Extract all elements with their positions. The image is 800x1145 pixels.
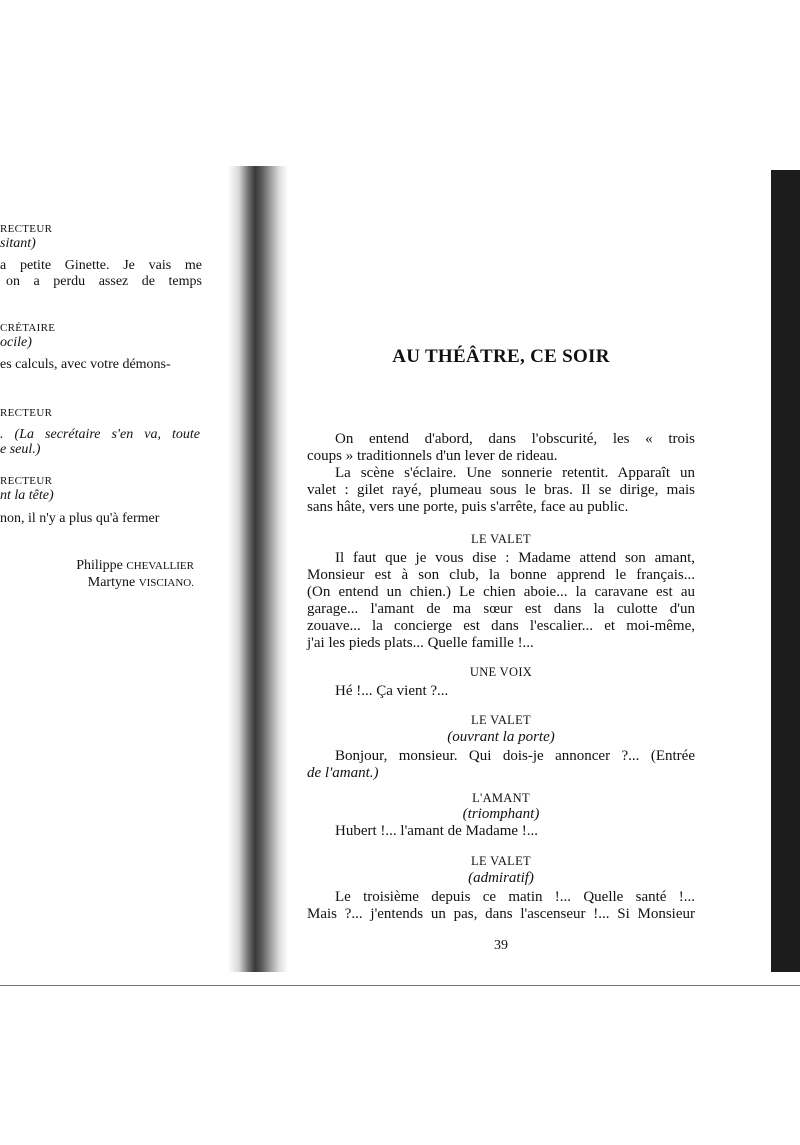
intro-line: La scène s'éclaire. Une sonnerie retentit. Apparaît un [335, 465, 695, 481]
signature-2 [88, 575, 194, 591]
dialogue-line: . (La secrétaire s'en va, toute [0, 427, 200, 442]
left-page [0, 0, 230, 1000]
stage-direction: (admiratif) [468, 870, 534, 886]
speech-line: Hubert !... l'amant de Madame !... [335, 823, 539, 839]
speaker-valet: LE VALET [471, 854, 531, 868]
speaker-voix: UNE VOIX [469, 665, 533, 679]
speech-line: Le troisième depuis ce matin !... Quelle santé !... [335, 889, 695, 905]
page-edge-shadow [771, 170, 800, 972]
scan-bottom-edge [0, 985, 800, 986]
speaker-directeur-1: RECTEUR [0, 223, 53, 235]
speech-line: de l'amant.) [307, 765, 379, 781]
signature-first-name: Martyne [87, 575, 136, 590]
intro-line: valet : gilet rayé, plumeau sous le bras. Il se dirige, mais [307, 482, 695, 498]
speech-line: j'ai les pieds plats... Quelle famille !... [307, 635, 534, 651]
speaker-amant: L'AMANT [472, 791, 530, 805]
page-title: AU THÉÂTRE, CE SOIR [392, 346, 610, 367]
dialogue-line: non, il n'y a plus qu'à fermer [0, 511, 160, 526]
stage-direction: (ouvrant la porte) [447, 729, 555, 745]
signature-first-name: Philippe [76, 558, 123, 573]
speaker-directeur-2: RECTEUR [0, 407, 53, 419]
page-number: 39 [494, 938, 508, 953]
book-gutter-shadow [228, 166, 288, 972]
speaker-secretaire: CRÉTAIRE [0, 322, 56, 334]
speaker-valet: LE VALET [471, 532, 531, 546]
speech-line: Mais ?... j'entends un pas, dans l'ascenseur !... Si Monsieur [307, 906, 695, 922]
intro-line: coups » traditionnels d'un lever de rideau. [307, 448, 558, 464]
stage-direction: (triomphant) [462, 806, 540, 822]
speech-line: Monsieur est à son club, la bonne apprend le français... [307, 567, 695, 583]
signature-1 [76, 558, 194, 574]
intro-line: On entend d'abord, dans l'obscurité, les « trois [335, 431, 695, 447]
stage-direction: nt la tête) [0, 488, 54, 503]
speech-line: (On entend un chien.) Le chien aboie... la caravane est au [307, 584, 695, 600]
speech-line: Il faut que je vous dise : Madame attend son amant, [335, 550, 695, 566]
speaker-valet: LE VALET [471, 713, 531, 727]
speech-line: garage... l'amant de ma sœur est dans la culotte d'un [307, 601, 695, 617]
dialogue-line: es calculs, avec votre démons- [0, 357, 171, 372]
speech-line: zouave... la concierge est dans l'escalier... et moi-même, [307, 618, 695, 634]
stage-direction: e seul.) [0, 442, 41, 457]
stage-direction: ocile) [0, 335, 32, 350]
dialogue-line: on a perdu assez de temps [6, 274, 202, 289]
signature-last-name: VISCIANO. [138, 577, 194, 589]
speaker-directeur-3: RECTEUR [0, 475, 53, 487]
dialogue-line: a petite Ginette. Je vais me [0, 258, 202, 273]
intro-line: sans hâte, vers une porte, puis s'arrête, face au public. [307, 499, 629, 515]
signature-last-name: CHEVALLIER [126, 560, 194, 572]
stage-direction: sitant) [0, 236, 36, 251]
speech-line: Hé !... Ça vient ?... [335, 683, 449, 699]
speech-line: Bonjour, monsieur. Qui dois-je annoncer ?... (Entrée [335, 748, 695, 764]
